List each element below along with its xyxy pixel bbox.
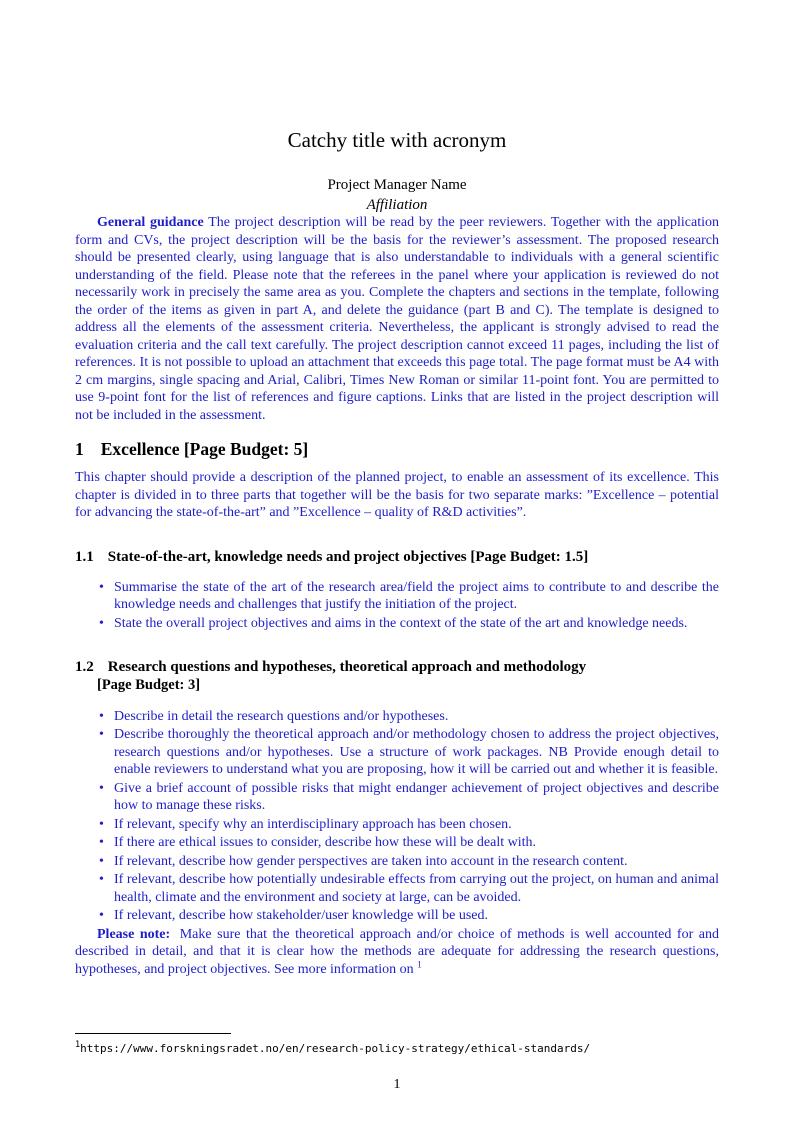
list-item [99,780,719,815]
footnote-area [75,1033,719,1056]
list-item [99,708,719,726]
bullet-text: If there are ethical issues to consider, describe how these will be dealt with. [114,835,537,850]
section-title: Excellence [Page Budget: 5] [100,439,309,459]
page-title: Catchy title with acronym [287,128,507,152]
list-item [99,579,719,614]
subsection-heading-1-1 [75,548,719,566]
bullet-marker: • [99,872,104,887]
footnote-divider [75,1033,231,1034]
bullet-marker: • [99,727,104,742]
bullet-marker: • [99,816,104,832]
subsection-title: Research questions and hypotheses, theoretical approach and methodology [107,659,587,675]
list-item [99,853,719,871]
page-number: 1 [393,1077,401,1092]
subsection-page-budget: [Page Budget: 3] [97,677,201,693]
guidance-body: The project description will be read by the peer reviewers. Together with the application form and CVs, the project description will be the basis for the reviewer’s assessment. The proposed research should be presented clearly, using language that is also understandable to individuals with a general scientific understanding of the field. Please note that the referees in the panel where your application is reviewed do not necessarily work in precisely the same area as you. Complete the chapters and sections in the template, following the order of the items as given in part A, and delete the guidance (part B and C). The template is designed to address all the elements of the assessment criteria. Nevertheless, the applicant is strongly advised to read the evaluation criteria and the call text carefully. The project description cannot exceed 11 pages, including the list of references. It is not possible to upload an attachment that exceeds this page total. The page format must be A4 with 2 cm margins, single spacing and Arial, Calibri, Times New Roman or similar 11-point font. You are permitted to use 9-point font for the list of references and figure captions. Links that are listed in the project description will not be included in the assessment. [75,215,719,423]
subsection-title: State-of-the-art, knowledge needs and project objectives [Page Budget: 1.5] [107,548,589,565]
please-note-body: Make sure that the theoretical approach and/or choice of methods is well accounted for and described in detail, and that it is clear how the methods are adequate for addressing the research questions, hypotheses, and project objectives. See more information on [75,926,720,977]
list-item [99,615,719,633]
list-item [99,871,719,906]
list-item [99,834,719,852]
excellence-intro-paragraph: This chapter should provide a description of the planned project, to enable an assessment of its excellence. This chapter is divided in to three parts that together will be the basis for two separate marks: ”Excellence – potential for advancing the state-of-the-art” and ”Excellence – quality of R&D activities”. [75,470,719,520]
section-heading-excellence [75,439,719,460]
list-item [99,726,719,779]
footnote-url-link[interactable]: https://www.forskningsradet.no/en/research-policy-strategy/ethical-standards/ [80,1041,591,1055]
bullet-text: If relevant, specify why an interdisciplinary approach has been chosen. [114,816,512,832]
footnote [75,1038,719,1056]
please-note-label: Please note: [97,926,171,942]
bullet-text: Summarise the state of the art of the research area/field the project aims to contribute to and describe the knowledge needs and challenges that justify the initiation of the project. [114,579,719,612]
bullet-list-1-1 [99,579,719,633]
footnote-reference: 1 [417,959,422,970]
list-item [99,907,719,925]
bullet-text: If relevant, describe how potentially undesirable effects from carrying out the project, on human and animal health, climate and the environment and society at large, can be avoided. [114,872,719,905]
footnote-marker: 1 [75,1040,81,1050]
bullet-marker: • [99,708,104,724]
please-note-paragraph [75,926,719,979]
section-number: 1 [75,439,84,459]
affiliation: Affiliation [366,196,428,213]
subsection-heading-1-2 [75,658,719,676]
bullet-marker: • [99,579,104,595]
bullet-text: Describe thoroughly the theoretical approach and/or methodology chosen to address the project objectives, research questions and/or hypotheses. Use a structure of work packages. NB Provide enough detail to enable reviewers to understand what you are proposing, how it will be carried out and whether it is feasible. [114,727,719,777]
bullet-text: If relevant, describe how gender perspectives are taken into account in the research content. [114,853,628,869]
bullet-marker: • [99,835,104,850]
subsection-number: 1.2 [75,659,94,675]
bullet-text: Give a brief account of possible risks that might endanger achievement of project objectives and describe how to manage these risks. [114,780,719,813]
author-name: Project Manager Name [327,177,467,193]
bullet-text: If relevant, describe how stakeholder/user knowledge will be used. [114,908,488,923]
bullet-marker: • [99,908,104,923]
bullet-marker: • [99,853,104,869]
subsection-number: 1.1 [75,548,94,565]
list-item [99,816,719,834]
bullet-text: Describe in detail the research questions and/or hypotheses. [114,708,449,724]
bullet-text: State the overall project objectives and aims in the context of the state of the art and knowledge needs. [114,615,688,631]
bullet-marker: • [99,780,104,796]
bullet-marker: • [99,615,104,631]
guidance-label: General guidance [97,215,204,230]
bullet-list-1-2 [99,708,719,925]
guidance-paragraph [75,214,719,424]
